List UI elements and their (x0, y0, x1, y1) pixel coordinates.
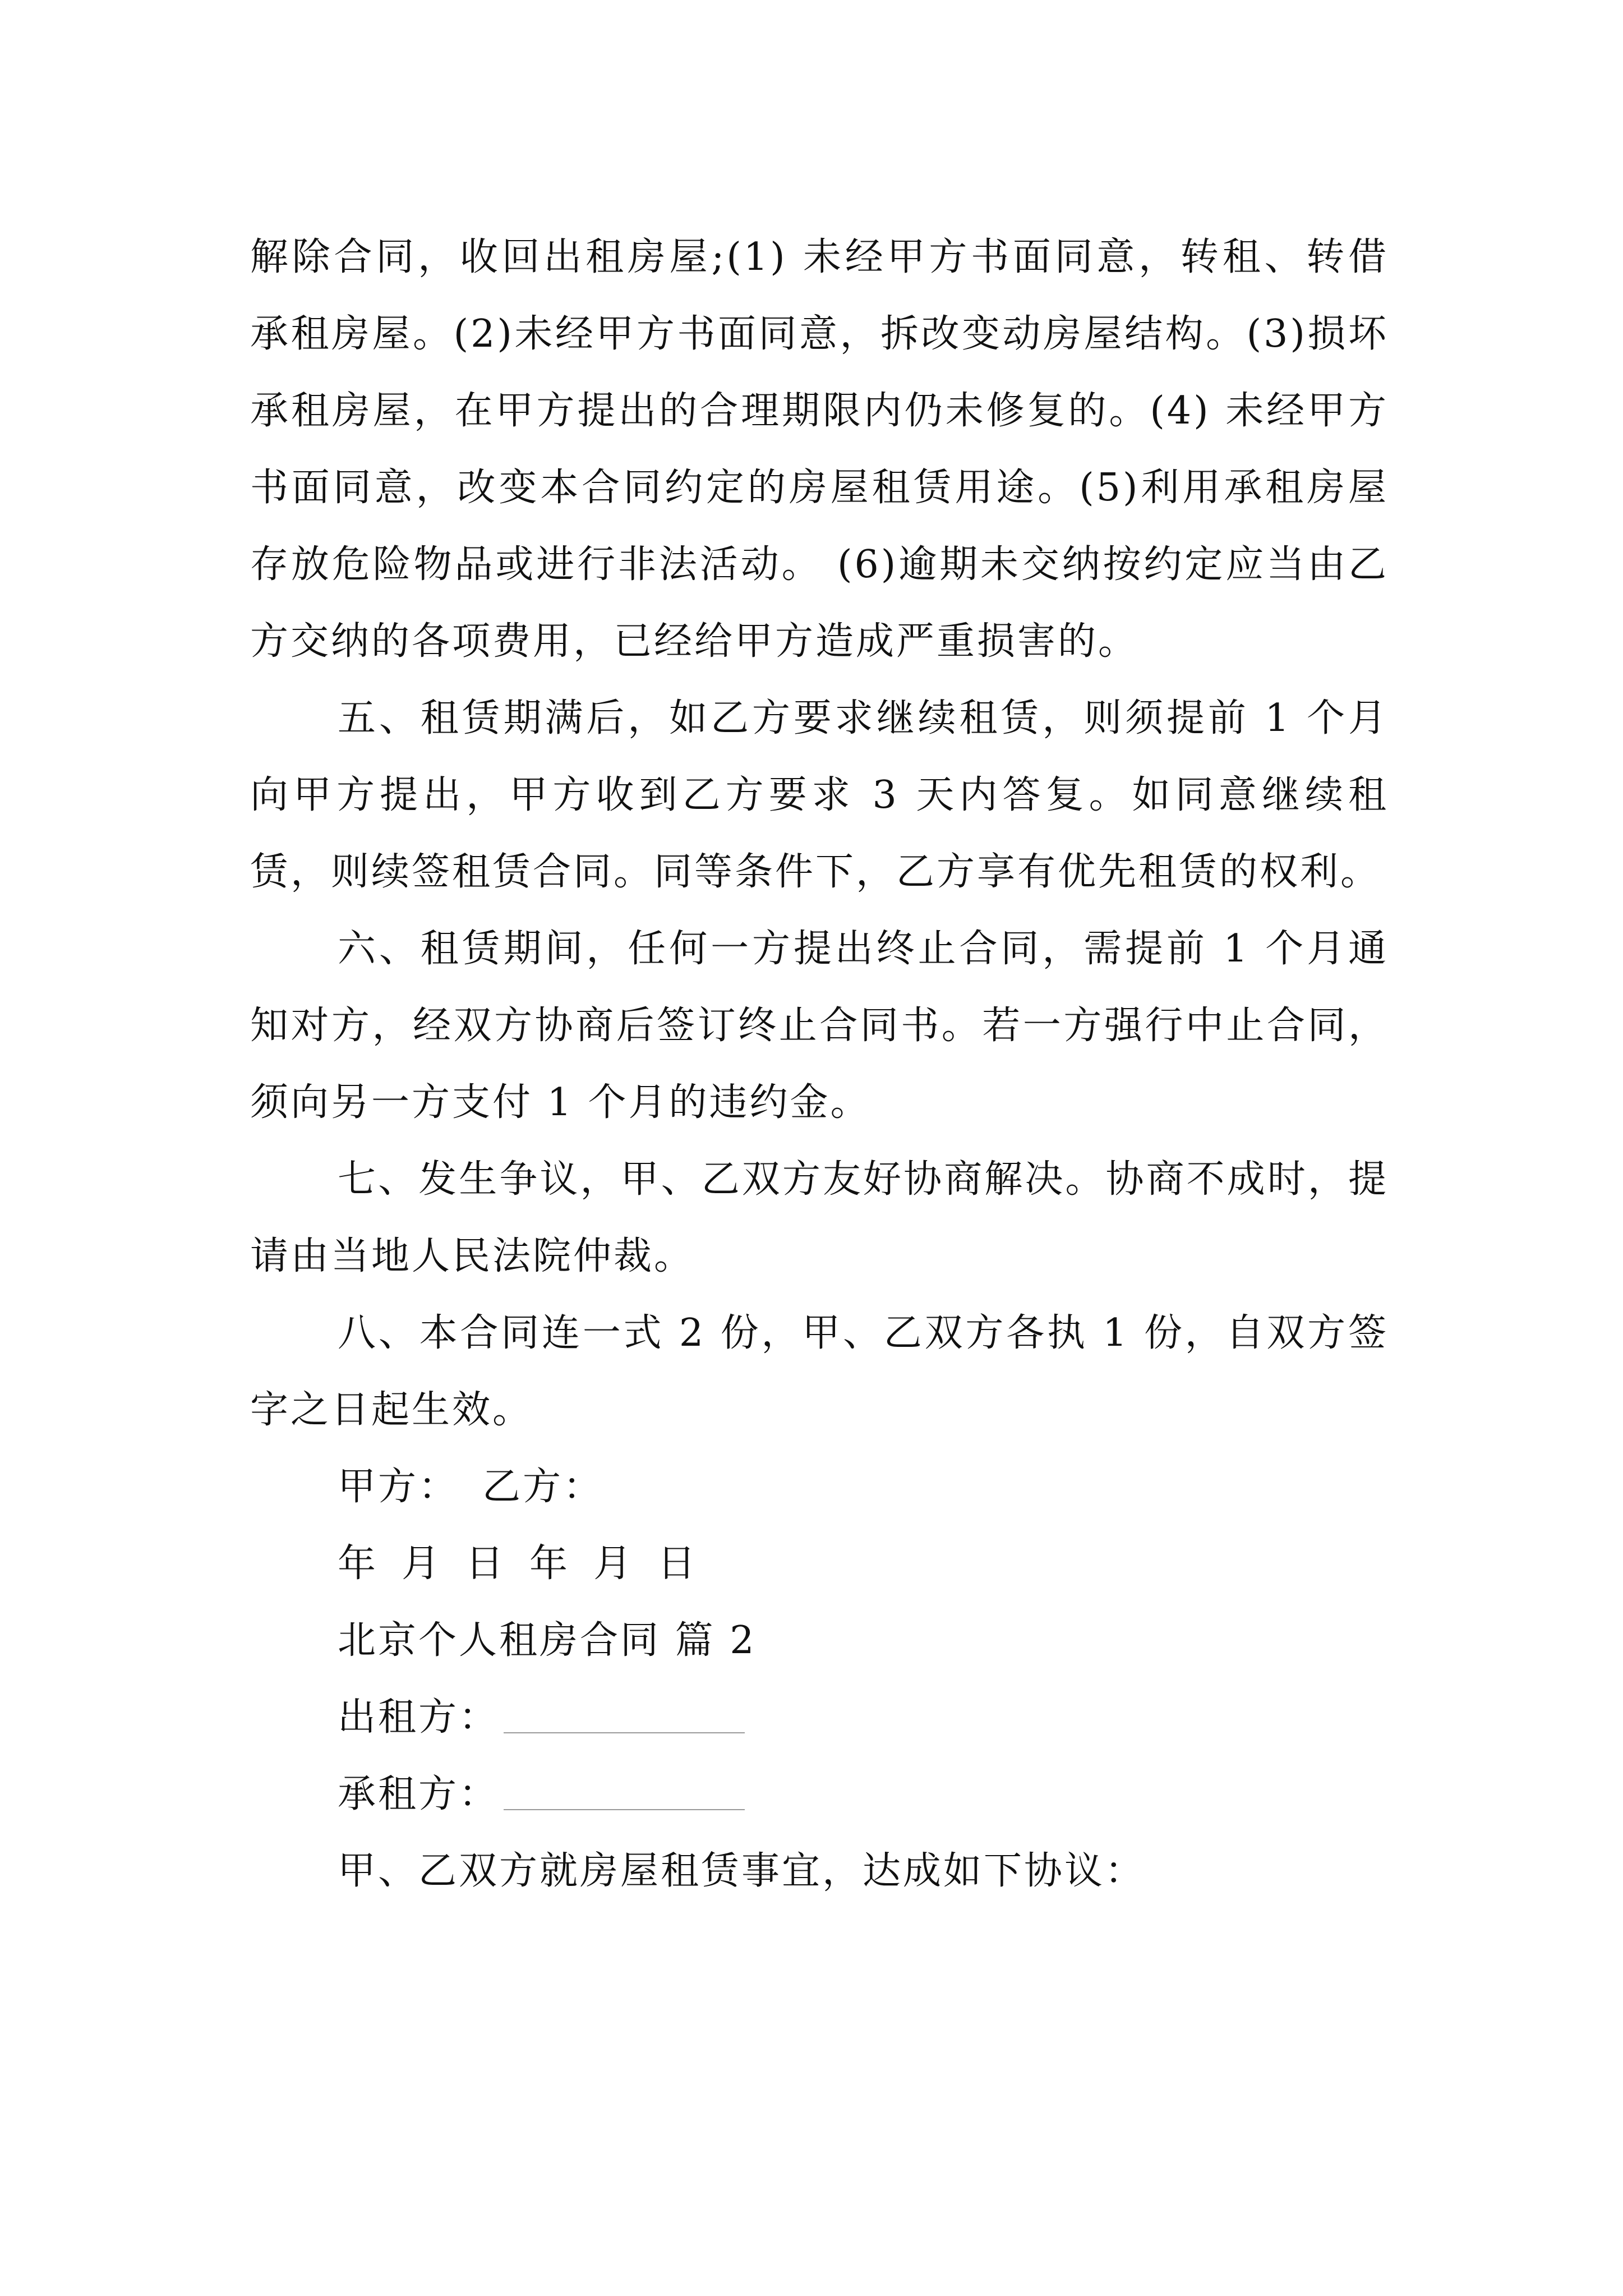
date-day-a: 日 (465, 1542, 506, 1586)
date-year-a: 年 (338, 1542, 379, 1586)
date-month-b: 月 (593, 1542, 634, 1586)
date-year-b: 年 (529, 1542, 570, 1586)
lessor-blank-field[interactable] (504, 1696, 745, 1733)
section-title: 北京个人租房合同 篇 2 (338, 1618, 757, 1663)
paragraph-termination-clauses: 解除合同，收回出租房屋;(1) 未经甲方书面同意，转租、转借承租房屋。(2)未经甲方书面同意，拆改变动房屋结构。(3)损坏承租房屋，在甲方提出的合理期限内仍未修复的。(4) 未经甲方书面同意，改变本合同约定的房屋租赁用途。(5)利用承租房屋存放危险物品或进行非法活动。 (6)逾期未交纳按约定应当由乙方交纳的各项费用，已经给甲方造成严重损害的。 (250, 235, 1389, 664)
paragraph-early-termination: 六、租赁期间，任何一方提出终止合同，需提前 1 个月通知对方，经双方协商后签订终止合同书。若一方强行中止合同，须向另一方支付 1 个月的违约金。 (250, 927, 1389, 1125)
party-b-label: 乙方： (482, 1465, 604, 1509)
signature-line (250, 1448, 1389, 1525)
document-body (250, 219, 1389, 1910)
lessee-line (250, 1756, 1389, 1833)
party-a-label: 甲方： (338, 1465, 459, 1509)
lessee-blank-field[interactable] (504, 1773, 745, 1810)
date-month-a: 月 (402, 1542, 442, 1586)
date-line (250, 1525, 1389, 1602)
lessee-label: 承租方： (338, 1772, 500, 1816)
lessor-label: 出租方： (338, 1695, 500, 1740)
paragraph-dispute-resolution: 七、发生争议，甲、乙双方友好协商解决。协商不成时，提请由当地人民法院仲裁。 (250, 1157, 1389, 1278)
agreement-intro: 甲、乙双方就房屋租赁事宜，达成如下协议： (338, 1849, 1146, 1893)
lessor-line (250, 1679, 1389, 1756)
date-day-b: 日 (657, 1542, 698, 1586)
paragraph-lease-renewal: 五、租赁期满后，如乙方要求继续租赁，则须提前 1 个月向甲方提出，甲方收到乙方要求 3 天内答复。如同意继续租赁，则续签租赁合同。同等条件下，乙方享有优先租赁的权利。 (250, 696, 1389, 894)
paragraph-copies-and-effect: 八、本合同连一式 2 份，甲、乙双方各执 1 份，自双方签字之日起生效。 (250, 1311, 1389, 1432)
